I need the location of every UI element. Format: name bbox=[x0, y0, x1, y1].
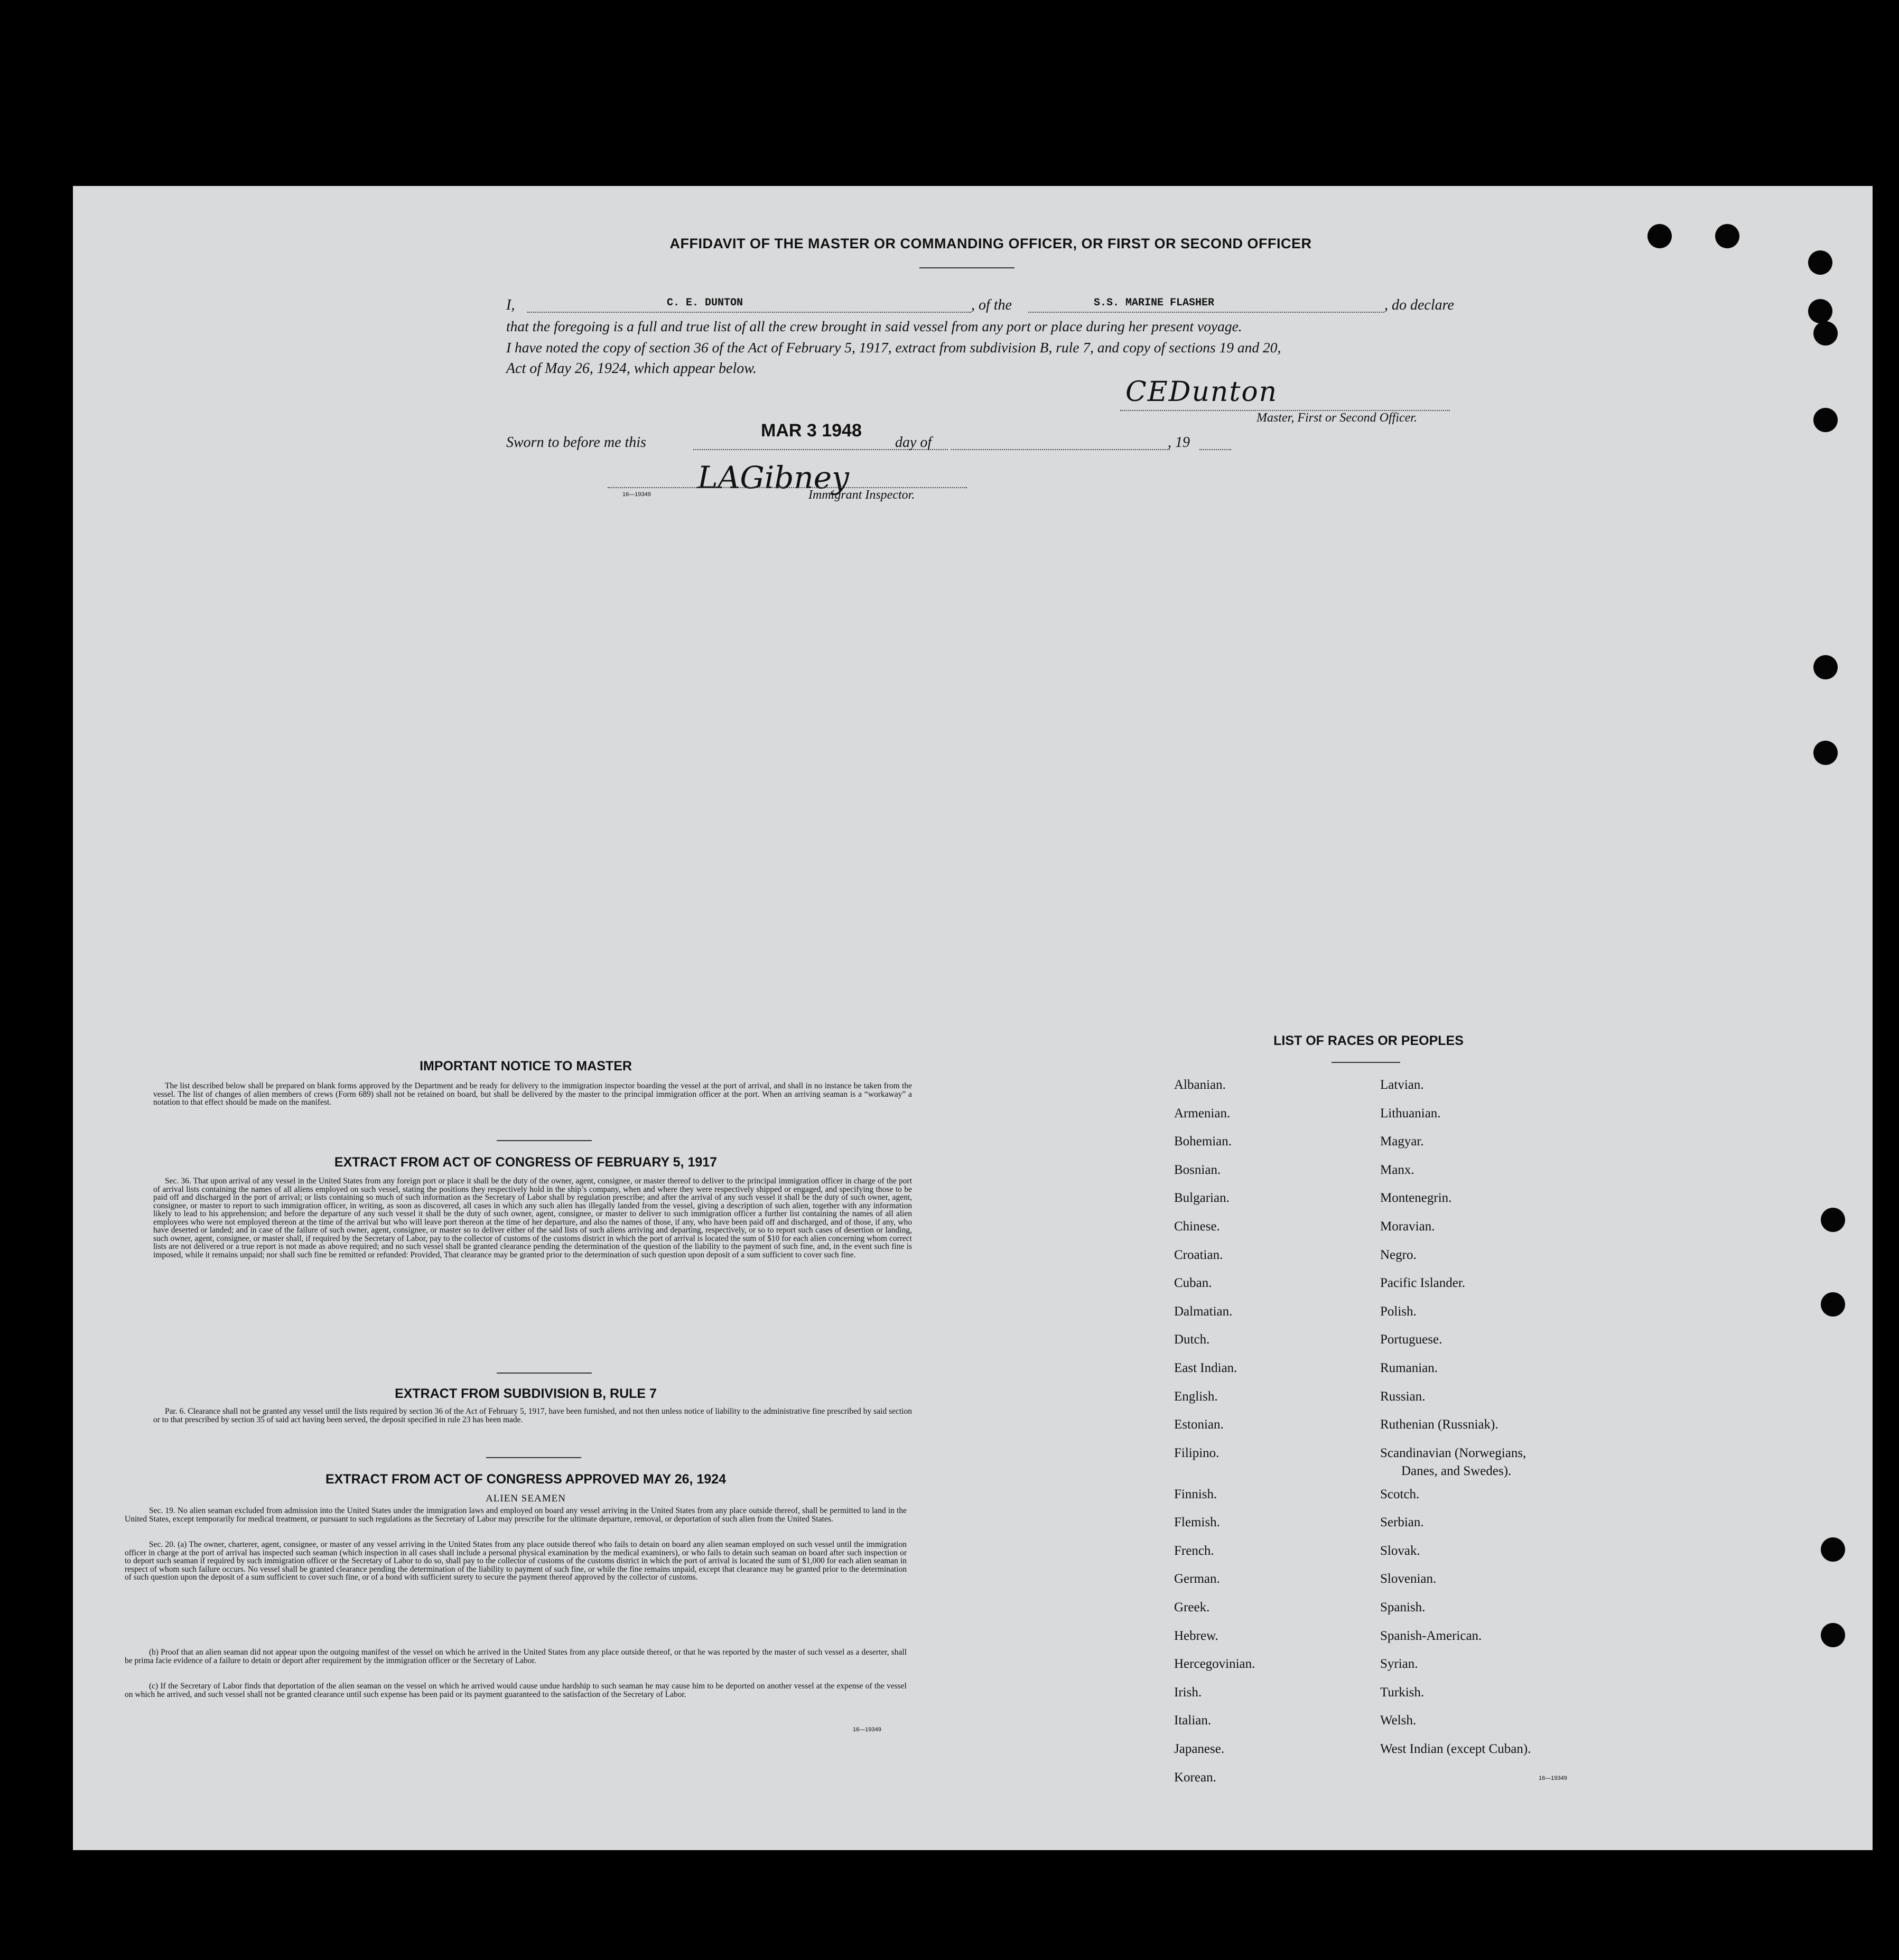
binder-hole bbox=[1813, 741, 1838, 765]
day-of-label: day of bbox=[895, 434, 932, 451]
race-list-item: Hebrew. bbox=[1174, 1629, 1218, 1643]
name-line bbox=[527, 312, 971, 313]
affidavit-line-4: Act of May 26, 1924, which appear below. bbox=[506, 360, 757, 377]
race-list-item: Slovak. bbox=[1380, 1544, 1420, 1558]
race-list-item: Welsh. bbox=[1380, 1713, 1417, 1728]
race-list-item: Scandinavian (Norwegians, bbox=[1380, 1446, 1526, 1460]
race-list-item: German. bbox=[1174, 1572, 1220, 1586]
race-list-item: Slovenian. bbox=[1380, 1572, 1437, 1586]
sec-20b-text: (b) Proof that an alien seaman did not appear upon the outgoing manifest of the vessel on which he arrived in the United States from any place outside thereof, or that he was reported by the master of such vessel as a deserter, shall be prima facie evidence of a failure to detain or deport after requirement by the immigration officer or the Secretary of Labor. bbox=[125, 1648, 907, 1665]
race-list-item: Hercegovinian. bbox=[1174, 1657, 1255, 1671]
of-the-label: , of the bbox=[971, 297, 1012, 313]
race-list-item: West Indian (except Cuban). bbox=[1380, 1742, 1531, 1756]
race-list-item: Flemish. bbox=[1174, 1515, 1220, 1529]
races-rule bbox=[1332, 1062, 1400, 1063]
month-line bbox=[951, 449, 1170, 450]
race-list-item: Ruthenian (Russniak). bbox=[1380, 1417, 1498, 1432]
section-rule bbox=[497, 1373, 592, 1374]
inspector-signature: LAGibney bbox=[697, 460, 849, 496]
binder-hole bbox=[1821, 1208, 1845, 1232]
section-rule bbox=[486, 1457, 581, 1458]
form-number: 16—19349 bbox=[622, 491, 651, 498]
binder-hole bbox=[1715, 224, 1739, 248]
affidavit-title: AFFIDAVIT OF THE MASTER OR COMMANDING OFFICER, OR FIRST OR SECOND OFFICER bbox=[669, 236, 1312, 251]
vessel-name-field: S.S. MARINE FLASHER bbox=[1094, 297, 1215, 309]
extract-1917-title: EXTRACT FROM ACT OF CONGRESS OF FEBRUARY 5, 1917 bbox=[334, 1155, 718, 1170]
race-list-item: Filipino. bbox=[1174, 1446, 1220, 1460]
extract-1924-subtitle: ALIEN SEAMEN bbox=[486, 1493, 566, 1504]
extract-rule7-text: Par. 6. Clearance shall not be granted any vessel until the lists required by section 36 of the Act of February 5, 1917, have been furnished, and not then unless notice of liability to the administrative fine prescribed by said section or to that prescribed by section 35 of said act having been served, the deposit specified in rule 23 has been made. bbox=[153, 1407, 912, 1424]
binder-hole bbox=[1808, 250, 1832, 275]
race-list-item: Dutch. bbox=[1174, 1332, 1210, 1347]
date-stamp: MAR 3 1948 bbox=[761, 421, 862, 441]
race-list-item: Bulgarian. bbox=[1174, 1191, 1230, 1205]
sec-19-text: Sec. 19. No alien seaman excluded from admission into the United States under the immigration laws and employed on board any vessel arriving in the United States from any place outside thereof, shall be permitted to land in the United States, except temporarily for medical treatment, or pursuant to such regulations as the Secretary of Labor may prescribe for the ultimate departure, removal, or deportation of such alien from the United States. bbox=[125, 1506, 907, 1524]
binder-hole bbox=[1821, 1537, 1845, 1562]
sworn-label: Sworn to before me this bbox=[506, 434, 646, 451]
binder-hole bbox=[1813, 321, 1838, 346]
race-list-item: East Indian. bbox=[1174, 1361, 1237, 1375]
race-list-item: Greek. bbox=[1174, 1600, 1210, 1614]
year-line bbox=[1199, 449, 1231, 450]
form-number: 16—19349 bbox=[853, 1726, 881, 1733]
binder-hole bbox=[1808, 299, 1832, 323]
extract-1924-title: EXTRACT FROM ACT OF CONGRESS APPROVED MAY 26, 1924 bbox=[325, 1472, 727, 1487]
binder-hole bbox=[1821, 1623, 1845, 1647]
master-caption: Master, First or Second Officer. bbox=[1256, 411, 1417, 425]
race-list-item: Chinese. bbox=[1174, 1219, 1220, 1234]
do-declare-label: , do declare bbox=[1384, 297, 1454, 313]
master-signature: CEDunton bbox=[1125, 376, 1278, 408]
i-label: I, bbox=[506, 297, 515, 313]
extract-1917-text: Sec. 36. That upon arrival of any vessel in the United States from any foreign port or place it shall be the duty of the owner, agent, consignee, or master thereof to deliver to the principal immigration officer in charge of the port of arrival lists containing the names of all aliens employed on such vessel, stating the positions they respectively hold in the ship’s company, when and where they were respectively shipped or engaged, and specifying those to be paid off and discharged in the port of arrival; or lists containing so much of such information as the Secretary of Labor shall by regulation prescribe; and after the arrival of any such vessel it shall be the duty of such owner, agent, consignee, or master to report to such immigration officer, in writing, as soon as discovered, all cases in which any such alien has illegally landed from the vessel, giving a description of such alien, together with any information likely to lead to his apprehension; and before the departure of any such vessel it shall be the duty of such owner, agent, consignee, or master to deliver to such immigration officer a further list containing the names of all alien employees who were not employed thereon at the time of the arrival but who will leave port thereon at the time of her departure, and also the names of those, if any, who have been paid off and discharged, and of those, if any, who have deserted or landed; and in case of the failure of such owner, agent, consignee, or master so to deliver either of the said lists of such aliens arriving and departing, respectively, or so to report such cases of desertion or landing, such owner, agent, consignee, or master shall, if required by the Secretary of Labor, pay to the collector of customs of the customs district in which the port of arrival is located the sum of $10 for each alien concerning whom correct lists are not delivered or a true report is not made as above required; and no such vessel shall be granted clearance pending the determination of the question of the liability to the payment of such fine, and, in the event such fine is imposed, while it remains unpaid; nor shall such fine be remitted or refunded: Provided, That clearance may be granted prior to the determination of such question upon deposit of a sum sufficient to cover such fine. bbox=[153, 1177, 912, 1259]
race-list-item: Finnish. bbox=[1174, 1487, 1217, 1501]
master-name-field: C. E. DUNTON bbox=[667, 297, 743, 309]
race-list-item: Magyar. bbox=[1380, 1134, 1424, 1149]
sec-20c-text: (c) If the Secretary of Labor finds that deportation of the alien seaman on the vessel on which he arrived would cause undue hardship to such seaman he may cause him to be deported on another vessel at the expense of the vessel on which he arrived, and such vessel shall not be granted clearance until such expense has been paid or its payment guaranteed to the satisfaction of the Secretary of Labor. bbox=[125, 1682, 907, 1699]
race-list-item: Pacific Islander. bbox=[1380, 1276, 1466, 1290]
race-list-item: Cuban. bbox=[1174, 1276, 1212, 1290]
document-page bbox=[73, 186, 1873, 1850]
race-list-item: Danes, and Swedes). bbox=[1401, 1464, 1512, 1478]
race-list-item: Scotch. bbox=[1380, 1487, 1420, 1501]
race-list-item: Japanese. bbox=[1174, 1742, 1225, 1756]
race-list-item: Spanish. bbox=[1380, 1600, 1426, 1614]
race-list-item: French. bbox=[1174, 1544, 1214, 1558]
notice-title: IMPORTANT NOTICE TO MASTER bbox=[420, 1059, 632, 1074]
race-list-item: Portuguese. bbox=[1380, 1332, 1442, 1347]
race-list-item: Estonian. bbox=[1174, 1417, 1224, 1432]
race-list-item: Dalmatian. bbox=[1174, 1304, 1233, 1319]
race-list-item: Albanian. bbox=[1174, 1078, 1226, 1092]
race-list-item: Rumanian. bbox=[1380, 1361, 1438, 1375]
title-rule bbox=[919, 267, 1014, 268]
binder-hole bbox=[1647, 224, 1672, 248]
race-list-item: Irish. bbox=[1174, 1685, 1202, 1700]
race-list-item: Italian. bbox=[1174, 1713, 1212, 1728]
race-list-item: Croatian. bbox=[1174, 1248, 1223, 1262]
form-number: 16—19349 bbox=[1539, 1775, 1567, 1781]
inspector-caption: Immigrant Inspector. bbox=[808, 488, 915, 502]
race-list-item: Latvian. bbox=[1380, 1078, 1424, 1092]
section-rule bbox=[497, 1140, 592, 1141]
notice-text: The list described below shall be prepared on blank forms approved by the Department and be ready for delivery to the immigration inspector boarding the vessel at the port of arrival, and shall in no instance be taken from the vessel. The list of changes of alien members of crews (Form 689) shall not be retained on board, but shall be delivered by the master to the principal immigration officer at the port. When an arriving seaman is a “workaway” a notation to that effect should be made on the manifest. bbox=[153, 1081, 912, 1107]
affidavit-line-3: I have noted the copy of section 36 of the Act of February 5, 1917, extract from subdivision B, rule 7, and copy of sections 19 and 20, bbox=[506, 339, 1281, 356]
races-title: LIST OF RACES OR PEOPLES bbox=[1273, 1033, 1464, 1048]
race-list-item: Moravian. bbox=[1380, 1219, 1435, 1234]
race-list-item: Lithuanian. bbox=[1380, 1106, 1441, 1121]
extract-rule7-title: EXTRACT FROM SUBDIVISION B, RULE 7 bbox=[395, 1386, 657, 1401]
race-list-item: Turkish. bbox=[1380, 1685, 1425, 1700]
race-list-item: Montenegrin. bbox=[1380, 1191, 1452, 1205]
race-list-item: Negro. bbox=[1380, 1248, 1417, 1262]
race-list-item: English. bbox=[1174, 1389, 1218, 1404]
race-list-item: Syrian. bbox=[1380, 1657, 1418, 1671]
race-list-item: Bosnian. bbox=[1174, 1163, 1221, 1177]
race-list-item: Spanish-American. bbox=[1380, 1629, 1482, 1643]
binder-hole bbox=[1813, 655, 1838, 679]
race-list-item: Serbian. bbox=[1380, 1515, 1424, 1529]
affidavit-line-2: that the foregoing is a full and true list of all the crew brought in said vessel from any port or place during her present voyage. bbox=[506, 318, 1242, 334]
race-list-item: Korean. bbox=[1174, 1770, 1216, 1785]
binder-hole bbox=[1813, 408, 1838, 432]
year-label: , 19 bbox=[1168, 434, 1190, 451]
sec-20a-text: Sec. 20. (a) The owner, charterer, agent, consignee, or master of any vessel arriving in the United States from any place outside thereof who fails to detain on board any alien seaman employed on such vessel until the immigration officer in charge at the port of arrival has inspected such seaman (which inspection in all cases shall include a personal physical examination by the medical examiners), or who fails to detain such seaman on board after such inspection or to deport such seaman if required by such immigration officer or the Secretary of Labor to do so, shall pay to the collector of customs of the customs district in which the port of arrival is located the sum of $1,000 for each alien seaman in respect of whom such failure occurs. No vessel shall be granted clearance pending the determination of the liability to payment of such fine, or while the fine remains unpaid, except that clearance may be granted prior to the determination of such question upon the deposit of a sum sufficient to cover such fine, or of a bond with sufficient surety to secure the payment thereof approved by the collector of customs. bbox=[125, 1540, 907, 1582]
binder-hole bbox=[1821, 1292, 1845, 1317]
race-list-item: Bohemian. bbox=[1174, 1134, 1232, 1149]
race-list-item: Polish. bbox=[1380, 1304, 1417, 1319]
vessel-line bbox=[1028, 312, 1384, 313]
race-list-item: Armenian. bbox=[1174, 1106, 1231, 1121]
race-list-item: Manx. bbox=[1380, 1163, 1414, 1177]
race-list-item: Russian. bbox=[1380, 1389, 1426, 1404]
